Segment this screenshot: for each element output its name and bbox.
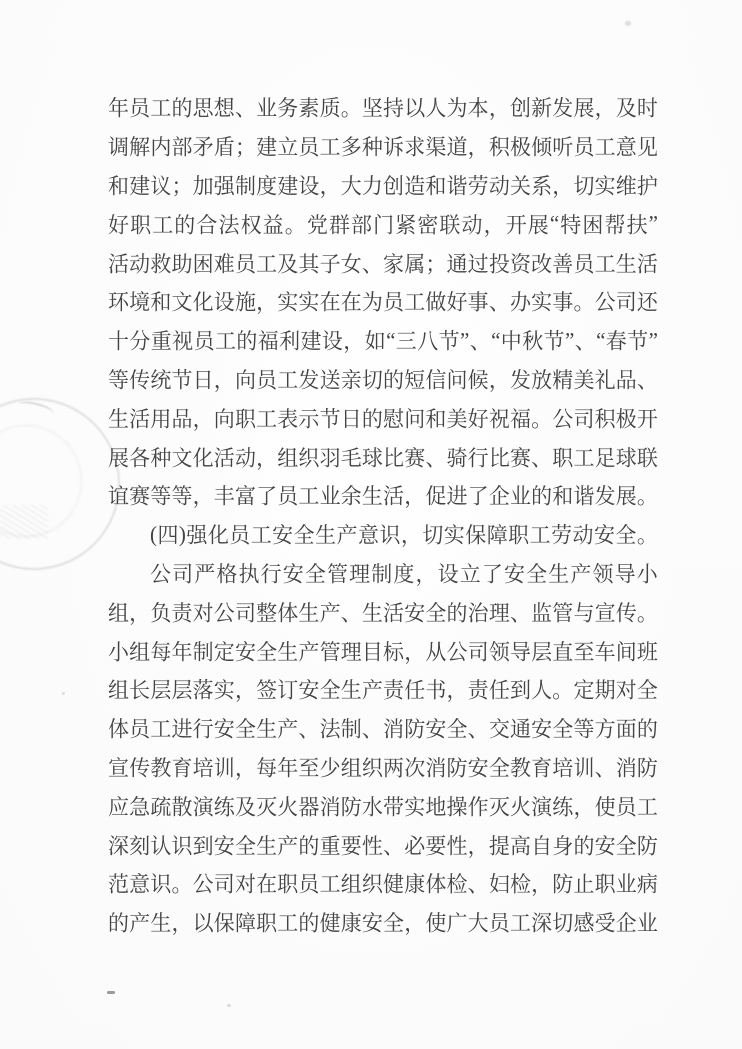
text-line-5: 活 动 救 助 困 难 员 工 及 其 子 女 、 家 属 ； 通 过 投 资 改 善 员 工 生 活	[108, 251, 658, 277]
document-text	[108, 88, 658, 942]
text-line-10: 展 各 种 文 化 活 动 ， 组 织 羽 毛 球 比 赛 、 骑 行 比 赛 、 职 工 足 球 联	[108, 445, 658, 471]
text-line-13: 公 司 严 格 执 行 安 全 管 理 制 度 ， 设 立 了 安 全 生 产 领 导 小	[150, 561, 658, 587]
text-line-11: 谊 赛 等 等 ， 丰 富 了 员 工 业 余 生 活 ， 促 进 了 企 业 的 和 谐 发 展 。	[108, 483, 658, 509]
scan-speck	[625, 21, 631, 26]
text-line-17: 体 员 工 进 行 安 全 生 产 、 法 制 、 消 防 安 全 、 交 通 安 全 等 方 面 的	[108, 716, 658, 742]
text-line-21: 范 意 识 。 公 司 对 在 职 员 工 组 织 健 康 体 检 、 妇 检 ， 防 止 职 业 病	[108, 871, 658, 897]
text-line-20: 深 刻 认 识 到 安 全 生 产 的 重 要 性 、 必 要 性 ， 提 高 自 身 的 安 全 防	[108, 833, 658, 859]
text-line-1: 年 员 工 的 思 想 、 业 务 素 质 。 坚 持 以 人 为 本 ， 创 新 发 展 ， 及 时	[108, 95, 658, 121]
stamp-artifact-texture	[0, 505, 48, 539]
text-line-9: 生 活 用 品 ， 向 职 工 表 示 节 日 的 慰 问 和 美 好 祝 福 。 公 司 积 极 开	[108, 406, 658, 432]
text-line-4: 好 职 工 的 合 法 权 益 。 党 群 部 门 紧 密 联 动 ， 开 展 “ 特 困 帮 扶 ”	[108, 210, 658, 238]
text-line-19: 应 急 疏 散 演 练 及 灭 火 器 消 防 水 带 实 地 操 作 灭 火 演 练 ， 使 员 工	[108, 794, 658, 820]
text-line-16: 组 长 层 层 落 实 ， 签 订 安 全 生 产 责 任 书 ， 责 任 到 人 。 定 期 对 全	[108, 677, 658, 703]
scan-speck	[107, 991, 115, 994]
text-line-15: 小 组 每 年 制 定 安 全 生 产 管 理 目 标 ， 从 公 司 领 导 层 直 至 车 间 班	[108, 639, 658, 665]
text-line-3: 和 建 议 ； 加 强 制 度 建 设 ， 大 力 创 造 和 谐 劳 动 关 系 ， 切 实 维 护	[108, 173, 658, 199]
text-line-18: 宣 传 教 育 培 训 ， 每 年 至 少 组 织 两 次 消 防 安 全 教 育 培 训 、 消 防	[108, 755, 658, 781]
scan-speck	[227, 1004, 231, 1007]
text-line-14: 组 ， 负 责 对 公 司 整 体 生 产 、 生 活 安 全 的 治 理 、 监 管 与 宣 传 。	[108, 600, 658, 626]
text-line-22: 的 产 生 ， 以 保 障 职 工 的 健 康 安 全 ， 使 广 大 员 工 深 切 感 受 企 业	[108, 910, 658, 936]
text-line-6: 环 境 和 文 化 设 施 ， 实 实 在 在 为 员 工 做 好 事 、 办 实 事 。 公 司 还	[108, 289, 658, 315]
scan-speck	[62, 692, 65, 695]
text-line-7: 十 分 重 视 员 工 的 福 利 建 设 ， 如 “ 三 八 节 ” 、 “ 中 秋 节 ” 、 “ 春 节 ”	[108, 327, 658, 354]
text-line-8: 等 传 统 节 日 ， 向 员 工 发 送 亲 切 的 短 信 问 候 ， 发 放 精 美 礼 品 、	[108, 367, 658, 393]
text-line-2: 调 解 内 部 矛 盾 ； 建 立 员 工 多 种 诉 求 渠 道 ， 积 极 倾 听 员 工 意 见	[108, 134, 658, 160]
text-line-12: ( 四 ) 强 化 员 工 安 全 生 产 意 识 ， 切 实 保 障 职 工 劳 动 安 全 。	[150, 521, 658, 548]
